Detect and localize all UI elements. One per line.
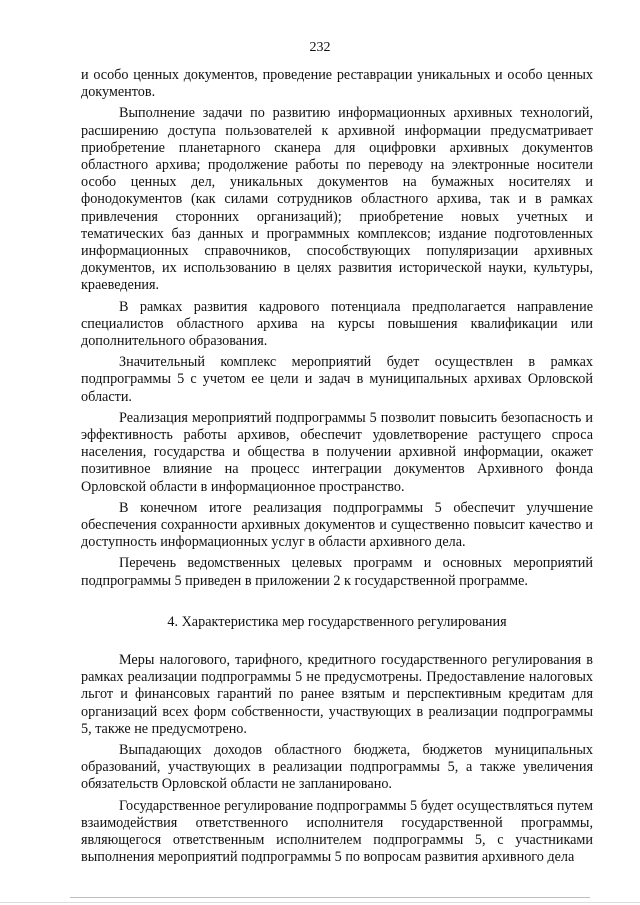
paragraph-info-technologies: Выполнение задачи по развитию информационных архивных технологий, расширению доступа пользователей к архивной информации предусматривает приобретение планетарного сканера для оцифровки архивных документов областного архива; продолжение работы по переводу на электронные носители особо ценных дел, уникальных документов на бумажных носителях и фонодокументов (как силами сотрудников областного архива, так и в рамках привлечения сторонних организаций); приобретение новых учетных и тематических баз данных и программных комплексов; издание подготовленных информационных справочников, способствующих популяризации архивных документов, их использованию в целях развития исторической науки, культуры, краеведения. xyxy=(81,105,593,294)
paragraph-personnel: В рамках развития кадрового потенциала предполагается направление специалистов областного архива на курсы повышения квалификации или дополнительного образования. xyxy=(81,298,593,350)
paragraph-municipal-archives: Значительный комплекс мероприятий будет осуществлен в рамках подпрограммы 5 с учетом ее цели и задач в муниципальных архивах Орловской области. xyxy=(81,354,593,405)
paragraph-implementation-effects: Реализация мероприятий подпрограммы 5 позволит повысить безопасность и эффективность работы архивов, обеспечит удовлетворение растущего спроса населения, государства и общества в получении архивной информации, окажет позитивное влияние на процесс интеграции документов Архивного фонда Орловской области в информационное пространство. xyxy=(81,409,593,495)
section-heading: 4. Характеристика мер государственного регулирования xyxy=(167,613,507,630)
paragraph-final-result: В конечном итоге реализация подпрограммы 5 обеспечит улучшение обеспечения сохранности архивных документов и существенно повысит качество и доступность информационных услуг в области архивного дела. xyxy=(81,499,593,551)
document-body xyxy=(81,67,593,866)
page-number: 232 xyxy=(309,40,331,55)
scan-edge-line-lower xyxy=(0,902,640,903)
paragraph-regulation-measures: Меры налогового, тарифного, кредитного государственного регулирования в рамках реализации подпрограммы 5 не предусмотрены. Предоставление налоговых льгот и финансовых гарантий по ранее взятым и перспективным кредитам для организаций всех форм собственности, участвующих в реализации подпрограммы 5, также не предусмотрено. xyxy=(81,651,593,737)
paragraph-continuation: и особо ценных документов, проведение реставрации уникальных и особо ценных документов. xyxy=(81,67,593,101)
scan-edge-line xyxy=(70,897,590,898)
paragraph-budget-revenues: Выпадающих доходов областного бюджета, бюджетов муниципальных образований, участвующих в реализации подпрограммы 5, а также увеличения обязательств Орловской области не запланировано. xyxy=(81,741,593,793)
paragraph-state-regulation: Государственное регулирование подпрограммы 5 будет осуществляться путем взаимодействия ответственного исполнителя государственной программы, являющегося ответственным исполнителем подпрограммы 5, с участниками выполнения мероприятий подпрограммы 5 по вопросам развития архивного дела xyxy=(81,797,593,866)
paragraph-programs-list: Перечень ведомственных целевых программ и основных мероприятий подпрограммы 5 приведен в приложении 2 к государственной программе. xyxy=(81,555,593,589)
